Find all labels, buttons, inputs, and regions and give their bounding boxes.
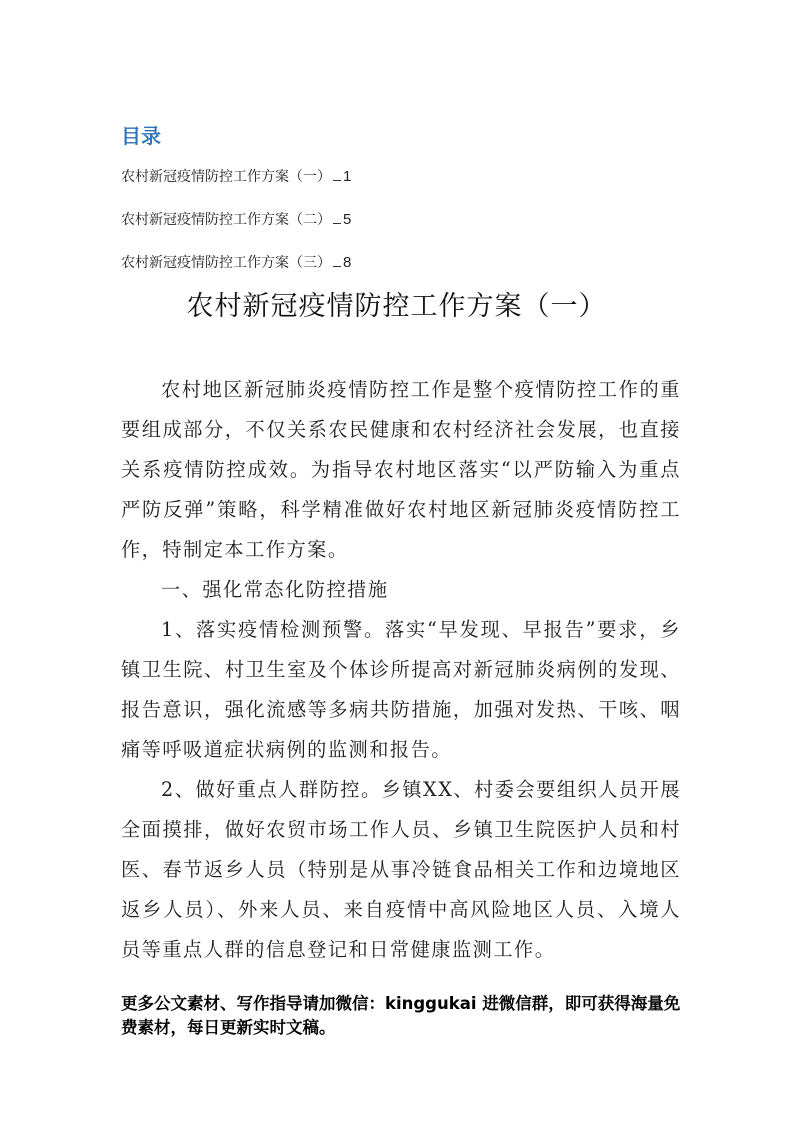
document-title: 农村新冠疫情防控工作方案（一）	[186, 291, 607, 322]
section-heading: 一、强化常态化防控措施	[161, 578, 389, 601]
toc-page-number: 8	[343, 254, 352, 271]
toc-leader	[333, 254, 341, 267]
toc-leader	[333, 168, 341, 181]
toc-entry-title: 农村新冠疫情防控工作方案（三）	[121, 255, 331, 271]
toc-entry-title: 农村新冠疫情防控工作方案（一）	[121, 169, 331, 185]
paragraph-key-groups: 2、做好重点人群防控。乡镇XX、村委会要组织人员开展全面摸排，做好农贸市场工作人员、乡镇卫生院医护人员和村医、春节返乡人员（特别是从事冷链食品相关工作和边境地区返乡人员）、外来人员、来自疫情中高风险地区人员、入境人员等重点人群的信息登记和日常健康监测工作。	[121, 778, 681, 961]
document-body	[121, 370, 681, 970]
toc-page-number: 5	[343, 211, 352, 228]
paragraph-intro: 农村地区新冠肺炎疫情防控工作是整个疫情防控工作的重要组成部分，不仅关系农民健康和农村经济社会发展，也直接关系疫情防控成效。为指导农村地区落实“以严防输入为重点严防反弹”策略，科学精准做好农村地区新冠肺炎疫情防控工作，特制定本工作方案。	[121, 378, 681, 561]
paragraph-monitoring: 1、落实疫情检测预警。落实“早发现、早报告”要求，乡镇卫生院、村卫生室及个体诊所提高对新冠肺炎病例的发现、报告意识，强化流感等多病共防措施，加强对发热、干咳、咽痛等呼吸道症状病例的监测和报告。	[121, 618, 681, 761]
toc-leader	[333, 211, 341, 224]
table-of-contents	[121, 166, 681, 295]
toc-entry-2[interactable]	[121, 209, 681, 231]
toc-entry-title: 农村新冠疫情防控工作方案（二）	[121, 212, 331, 228]
toc-page-number: 1	[343, 168, 352, 185]
toc-entry-3[interactable]	[121, 252, 681, 274]
toc-heading: 目录	[121, 124, 161, 148]
toc-entry-1[interactable]	[121, 166, 681, 188]
promo-notice: 更多公文素材、写作指导请加微信：kinggukai 进微信群，即可获得海量免费素材，每日更新实时文稿。	[121, 994, 681, 1037]
